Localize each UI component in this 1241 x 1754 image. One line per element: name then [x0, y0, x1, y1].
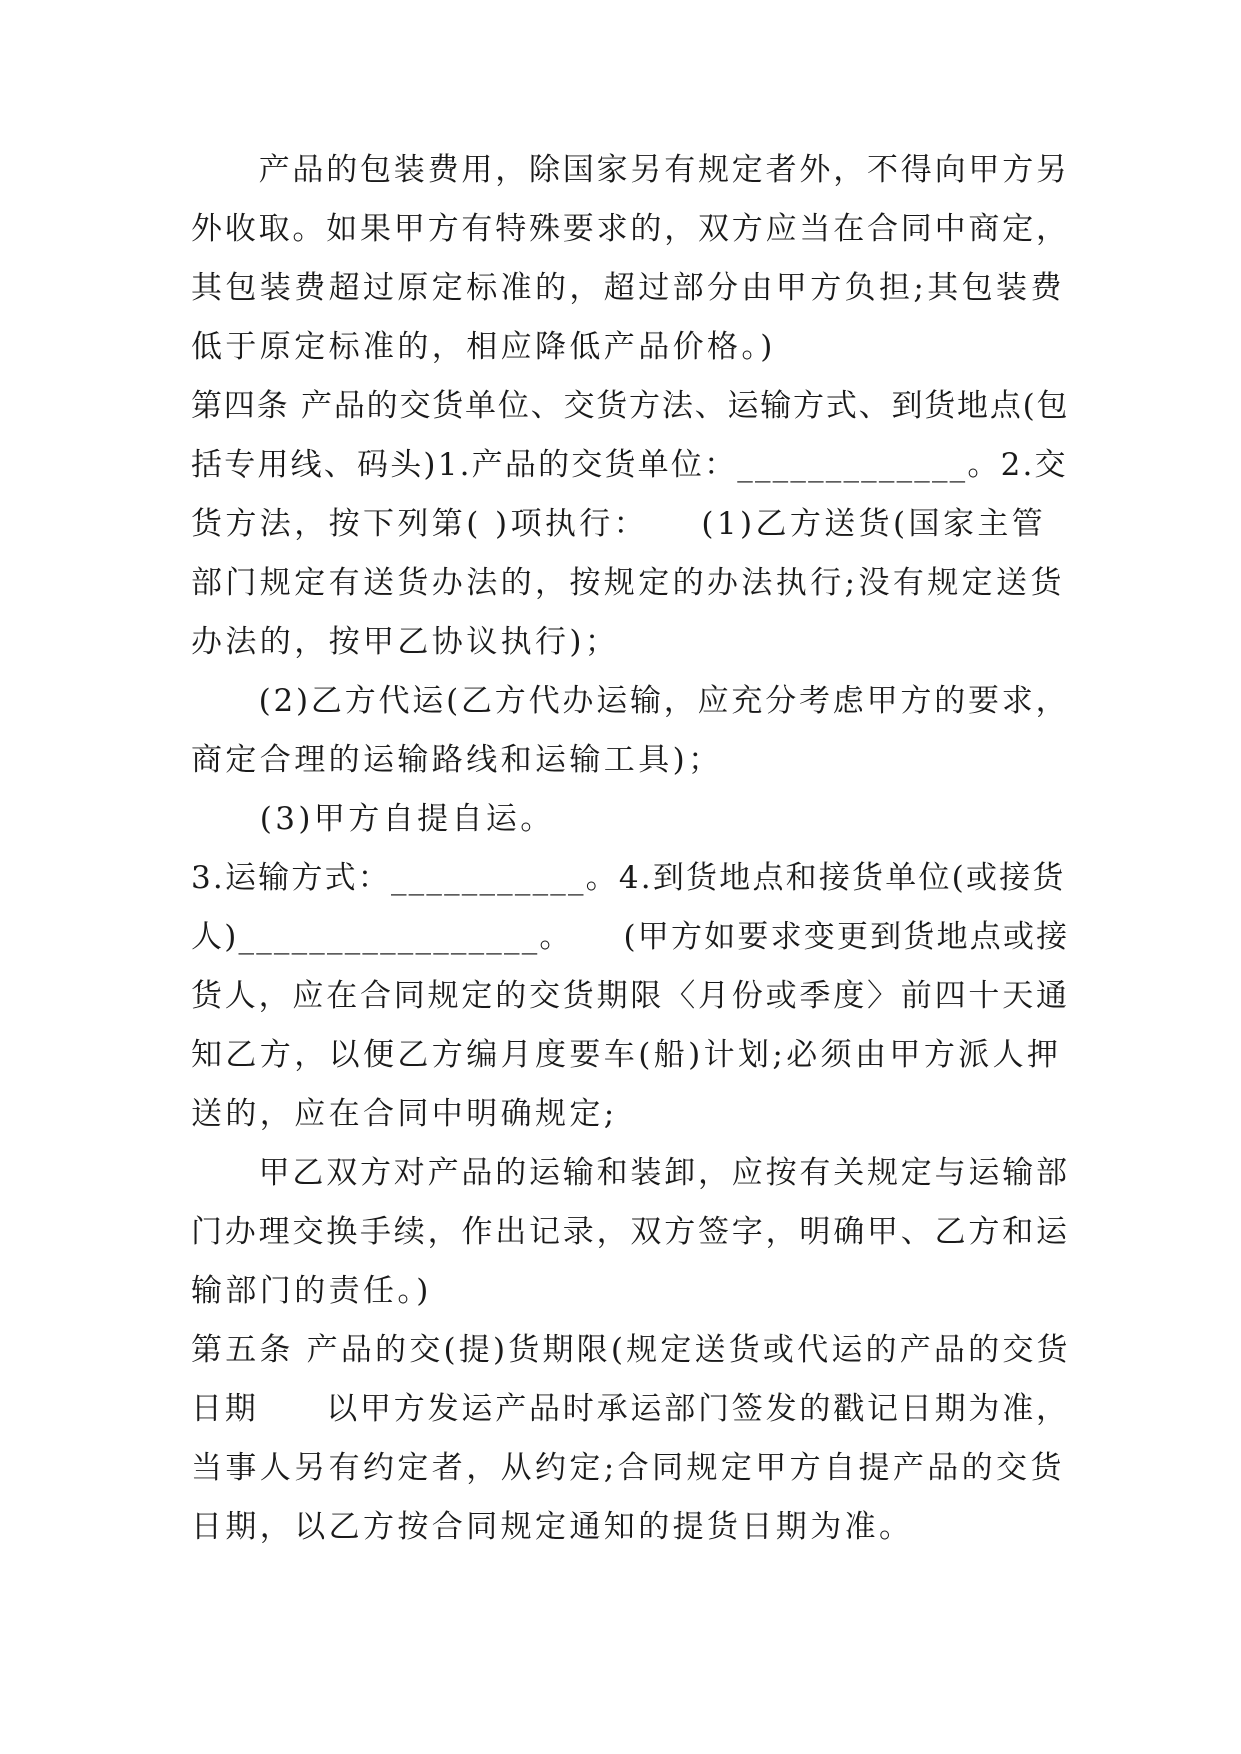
text-line: 外收取。如果甲方有特殊要求的，双方应当在合同中商定， — [191, 211, 1070, 247]
article-5-heading-line: 第五条 产品的交(提)货期限(规定送货或代运的产品的交货 — [191, 1332, 1071, 1368]
text-line: 货方法，按下列第( )项执行： (1)乙方送货(国家主管 — [191, 506, 1047, 542]
text-line: 门办理交换手续，作出记录，双方签字，明确甲、乙方和运 — [191, 1214, 1070, 1250]
text-line: 办法的，按甲乙协议执行)； — [191, 624, 620, 660]
text-line: 括专用线、码头)1.产品的交货单位：_____________。2.交 — [191, 447, 1068, 483]
text-line: 3.运输方式：___________。4.到货地点和接货单位(或接货 — [191, 860, 1066, 896]
text-line: 其包装费超过原定标准的，超过部分由甲方负担;其包装费 — [191, 270, 1065, 306]
text-line: 日期 以甲方发运产品时承运部门签发的戳记日期为准， — [191, 1391, 1070, 1427]
text-line: 当事人另有约定者，从约定;合同规定甲方自提产品的交货 — [191, 1450, 1065, 1486]
text-line: 送的，应在合同中明确规定; — [191, 1096, 618, 1132]
text-line: 商定合理的运输路线和运输工具)； — [191, 742, 723, 778]
text-line: 人)_________________。 (甲方如要求变更到货地点或接 — [191, 919, 1070, 955]
text-line: 部门规定有送货办法的，按规定的办法执行;没有规定送货 — [191, 565, 1065, 601]
text-line: (3)甲方自提自运。 — [191, 801, 555, 837]
text-line: 知乙方，以便乙方编月度要车(船)计划;必须由甲方派人押 — [191, 1037, 1062, 1073]
text-line: (2)乙方代运(乙方代办运输，应充分考虑甲方的要求， — [191, 683, 1070, 719]
text-line: 日期，以乙方按合同规定通知的提货日期为准。 — [191, 1509, 914, 1545]
text-line: 输部门的责任。) — [191, 1273, 432, 1309]
text-line: 甲乙双方对产品的运输和装卸，应按有关规定与运输部 — [191, 1155, 1070, 1191]
text-line: 货人，应在合同规定的交货期限〈月份或季度〉前四十天通 — [191, 978, 1070, 1014]
text-line: 产品的包装费用，除国家另有规定者外，不得向甲方另 — [191, 152, 1070, 188]
text-line: 低于原定标准的，相应降低产品价格。) — [191, 329, 776, 365]
article-4-heading-line: 第四条 产品的交货单位、交货方法、运输方式、到货地点(包 — [191, 388, 1070, 424]
